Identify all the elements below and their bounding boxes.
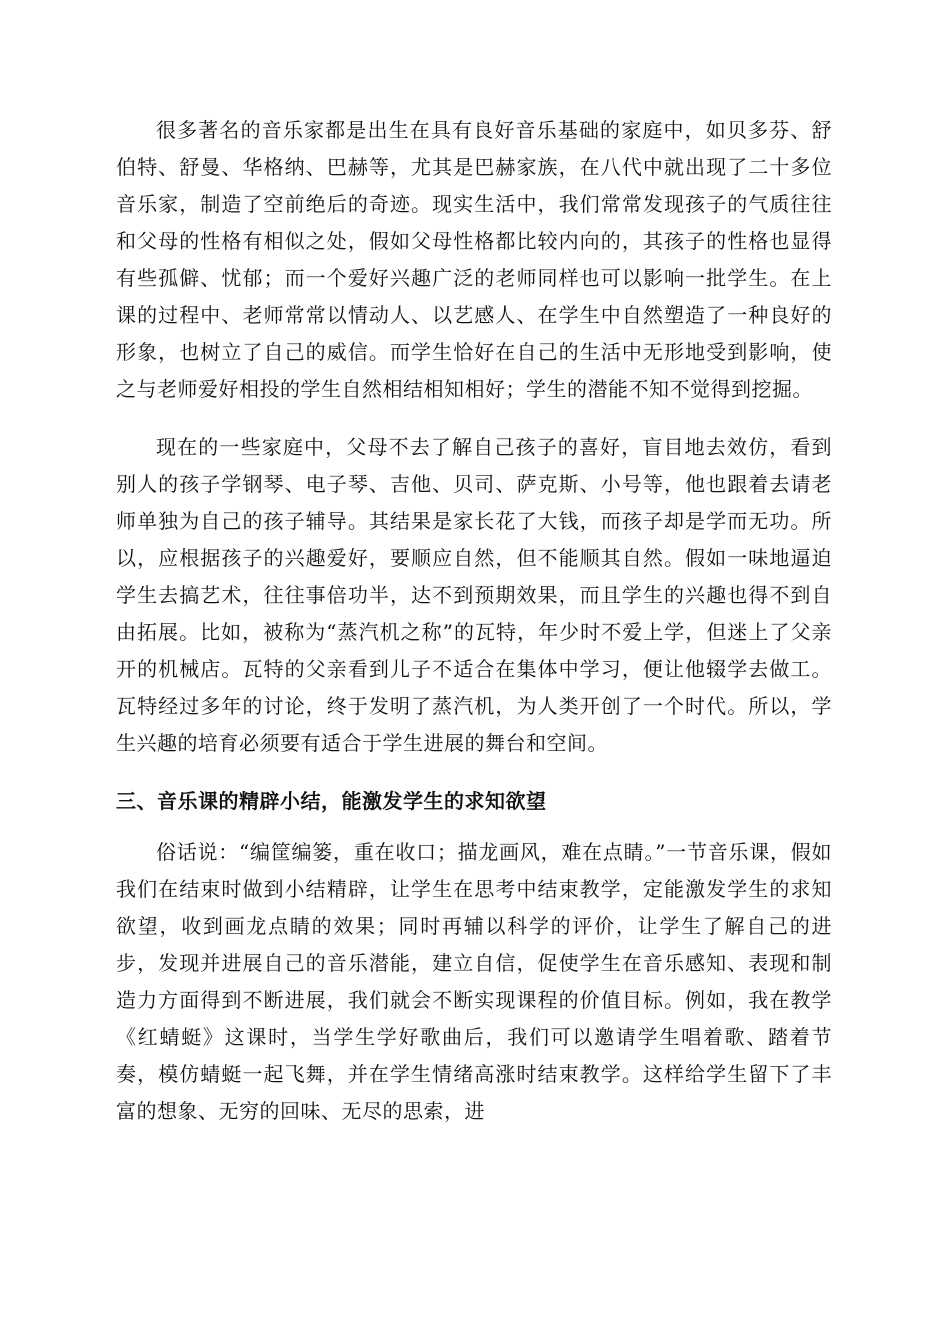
document-page xyxy=(116,112,832,1130)
paragraph-spacer xyxy=(116,762,832,783)
paragraph-spacer xyxy=(116,820,832,834)
section-heading-3: 三、音乐课的精辟小结，能激发学生的求知欲望 xyxy=(116,789,547,813)
paragraph-spacer xyxy=(116,408,832,429)
paragraph-parents-interest: 现在的一些家庭中，父母不去了解自己孩子的喜好，盲目地去效仿，看到别人的孩子学钢琴、电子琴、吉他、贝司、萨克斯、小号等，他也跟着去请老师单独为自己的孩子辅导。其结果是家长花了大钱，而孩子却是学而无功。所以，应根据孩子的兴趣爱好，要顺应自然，但不能顺其自然。假如一味地逼迫学生去搞艺术，往往事倍功半，达不到预期效果，而且学生的兴趣也得不到自由拓展。比如，被称为“蒸汽机之称”的瓦特，年少时不爱上学，但迷上了父亲开的机械店。瓦特的父亲看到儿子不适合在集体中学习，便让他辍学去做工。瓦特经过多年的讨论，终于发明了蒸汽机，为人类开创了一个时代。所以，学生兴趣的培育必须要有适合于学生进展的舞台和空间。 xyxy=(116,435,832,755)
paragraph-lesson-summary: 俗话说：“编筐编篓，重在收口；描龙画风，难在点睛。”一节音乐课，假如我们在结束时做到小结精辟，让学生在思考中结束教学，定能激发学生的求知欲望，收到画龙点睛的效果；同时再辅以科学的评价，让学生了解自己的进步，发现并进展自己的音乐潜能，建立自信，促使学生在音乐感知、表现和制造力方面得到不断进展，我们就会不断实现课程的价值目标。例如，我在教学《红蜻蜓》这课时，当学生学好歌曲后，我们可以邀请学生唱着歌、踏着节奏，模仿蜻蜓一起飞舞，并在学生情绪高涨时结束教学。这样给学生留下了丰富的想象、无穷的回味、无尽的思索，进 xyxy=(116,840,832,1123)
paragraph-musicians-family: 很多著名的音乐家都是出生在具有良好音乐基础的家庭中，如贝多芬、舒伯特、舒曼、华格纳、巴赫等，尤其是巴赫家族，在八代中就出现了二十多位音乐家，制造了空前绝后的奇迹。现实生活中，我们常常发现孩子的气质往往和父母的性格有相似之处，假如父母性格都比较内向的，其孩子的性格也显得有些孤僻、忧郁；而一个爱好兴趣广泛的老师同样也可以影响一批学生。在上课的过程中、老师常常以情动人、以艺感人、在学生中自然塑造了一种良好的形象，也树立了自己的威信。而学生恰好在自己的生活中无形地受到影响，使之与老师爱好相投的学生自然相结相知相好；学生的潜能不知不觉得到挖掘。 xyxy=(116,118,832,401)
